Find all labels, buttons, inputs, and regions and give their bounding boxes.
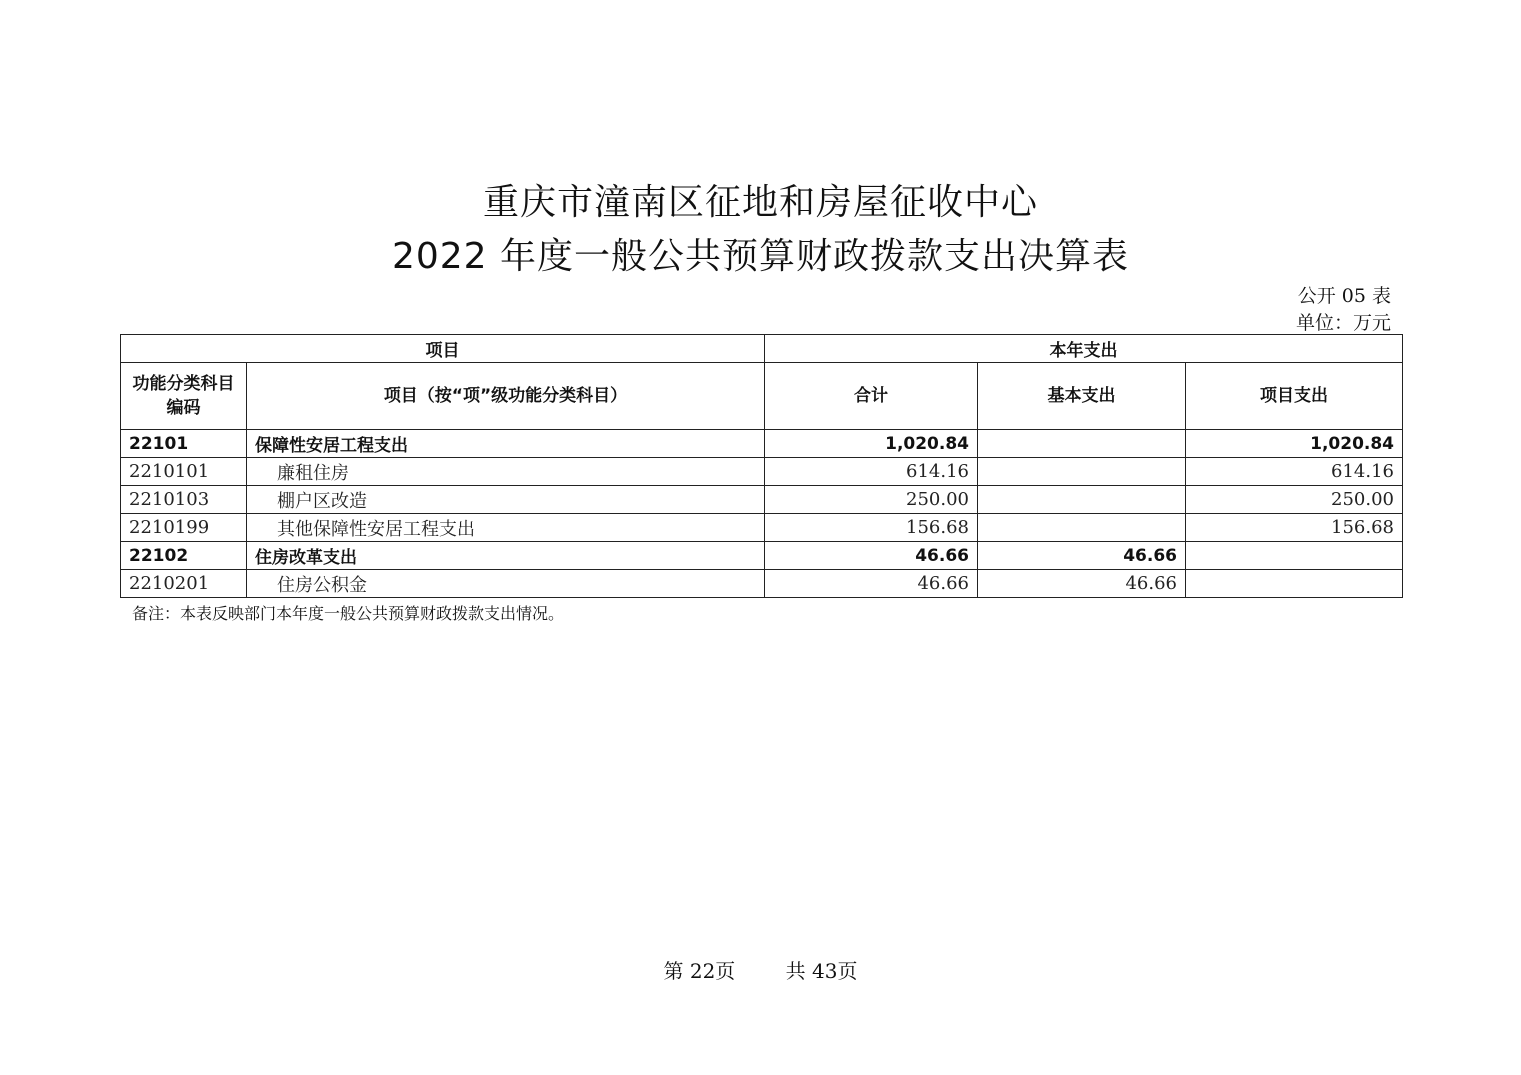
row-basic [978, 514, 1186, 542]
row-total: 46.66 [765, 542, 978, 570]
header-basic: 基本支出 [978, 363, 1186, 430]
document-title-line1: 重庆市潼南区征地和房屋征收中心 [482, 182, 1038, 223]
table-row [121, 570, 1403, 598]
row-project: 156.68 [1186, 514, 1403, 542]
row-basic [978, 430, 1186, 458]
row-name: 棚户区改造 [247, 486, 765, 514]
row-code: 2210101 [121, 458, 247, 486]
row-project [1186, 570, 1403, 598]
row-name: 其他保障性安居工程支出 [247, 514, 765, 542]
row-total: 1,020.84 [765, 430, 978, 458]
header-group-item: 项目 [121, 335, 765, 363]
header-name: 项目（按“项”级功能分类科目） [247, 363, 765, 430]
page-footer [0, 955, 1521, 984]
row-code: 2210199 [121, 514, 247, 542]
header-group-expense: 本年支出 [765, 335, 1403, 363]
row-total: 156.68 [765, 514, 978, 542]
row-code: 22102 [121, 542, 247, 570]
row-total: 614.16 [765, 458, 978, 486]
row-name: 保障性安居工程支出 [247, 430, 765, 458]
row-code: 2210201 [121, 570, 247, 598]
row-name: 住房改革支出 [247, 542, 765, 570]
page-number: 第 22页 [663, 959, 736, 983]
row-project: 614.16 [1186, 458, 1403, 486]
table-note: 备注：本表反映部门本年度一般公共预算财政拨款支出情况。 [132, 604, 565, 623]
row-basic: 46.66 [978, 570, 1186, 598]
table-row [121, 458, 1403, 486]
row-name: 住房公积金 [247, 570, 765, 598]
row-basic [978, 458, 1186, 486]
header-code: 功能分类科目编码 [121, 363, 247, 430]
row-name: 廉租住房 [247, 458, 765, 486]
row-code: 22101 [121, 430, 247, 458]
table-row [121, 542, 1403, 570]
row-basic: 46.66 [978, 542, 1186, 570]
row-project: 250.00 [1186, 486, 1403, 514]
row-total: 46.66 [765, 570, 978, 598]
row-basic [978, 486, 1186, 514]
row-project: 1,020.84 [1186, 430, 1403, 458]
header-total: 合计 [765, 363, 978, 430]
expense-table [120, 334, 1403, 598]
row-code: 2210103 [121, 486, 247, 514]
header-column-row [121, 363, 1403, 430]
header-group-row [121, 335, 1403, 363]
table-row [121, 514, 1403, 542]
document-title-line2: 2022 年度一般公共预算财政拨款支出决算表 [391, 236, 1130, 277]
table-row [121, 486, 1403, 514]
table-row [121, 430, 1403, 458]
page-total: 共 43页 [785, 959, 858, 983]
unit-label: 单位：万元 [1295, 312, 1391, 334]
row-total: 250.00 [765, 486, 978, 514]
table-code-label: 公开 05 表 [1297, 285, 1391, 307]
header-project: 项目支出 [1186, 363, 1403, 430]
row-project [1186, 542, 1403, 570]
